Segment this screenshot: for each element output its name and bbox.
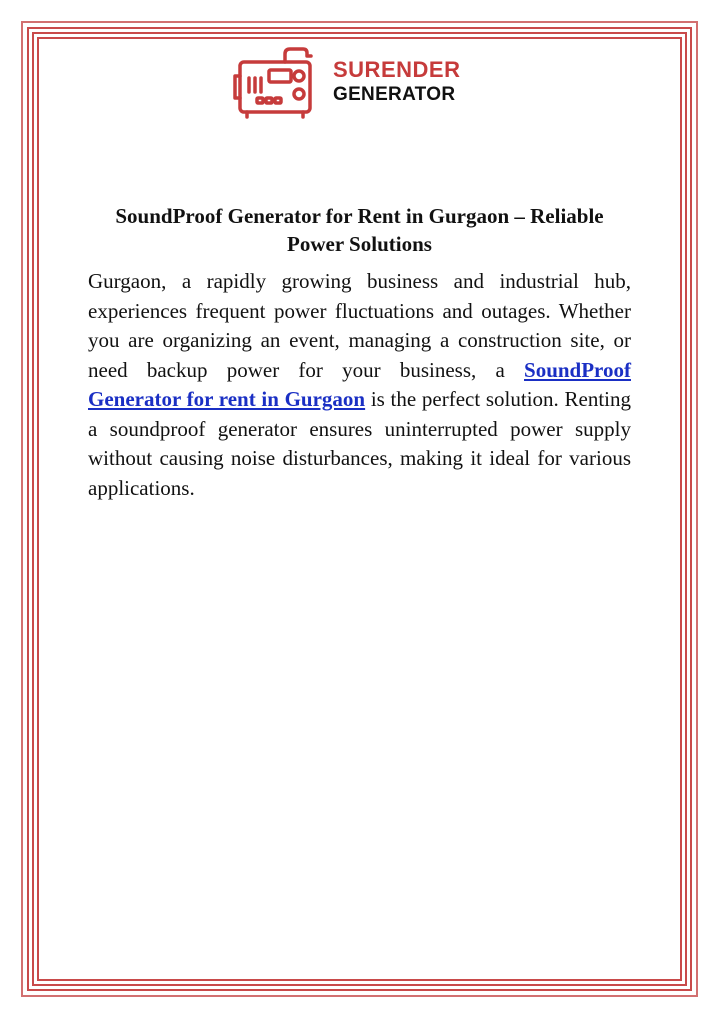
paragraph-text-after: is the perfect solution. Renting a soundproof generator ensures uninterrupted power supply without causing noise disturbances, making it ideal for various applications. bbox=[88, 387, 631, 500]
brand-logo bbox=[233, 46, 493, 120]
article-title: SoundProof Generator for Rent in Gurgaon – Reliable Power Solutions bbox=[115, 204, 604, 256]
page-border bbox=[27, 27, 692, 991]
generator-icon bbox=[233, 46, 323, 120]
paragraph-text-before: Gurgaon, a rapidly growing business and industrial hub, experiences frequent power fluctuations and outages. Whether you are organizing an event, managing a construction site, or need backup power for your business, a bbox=[88, 269, 631, 382]
brand-name-line1: SURENDER bbox=[333, 57, 461, 82]
rent-generator-link[interactable]: SoundProof Generator for rent in Gurgaon bbox=[88, 357, 631, 411]
brand-name-line2: GENERATOR bbox=[333, 84, 456, 105]
article-paragraph bbox=[88, 267, 631, 503]
